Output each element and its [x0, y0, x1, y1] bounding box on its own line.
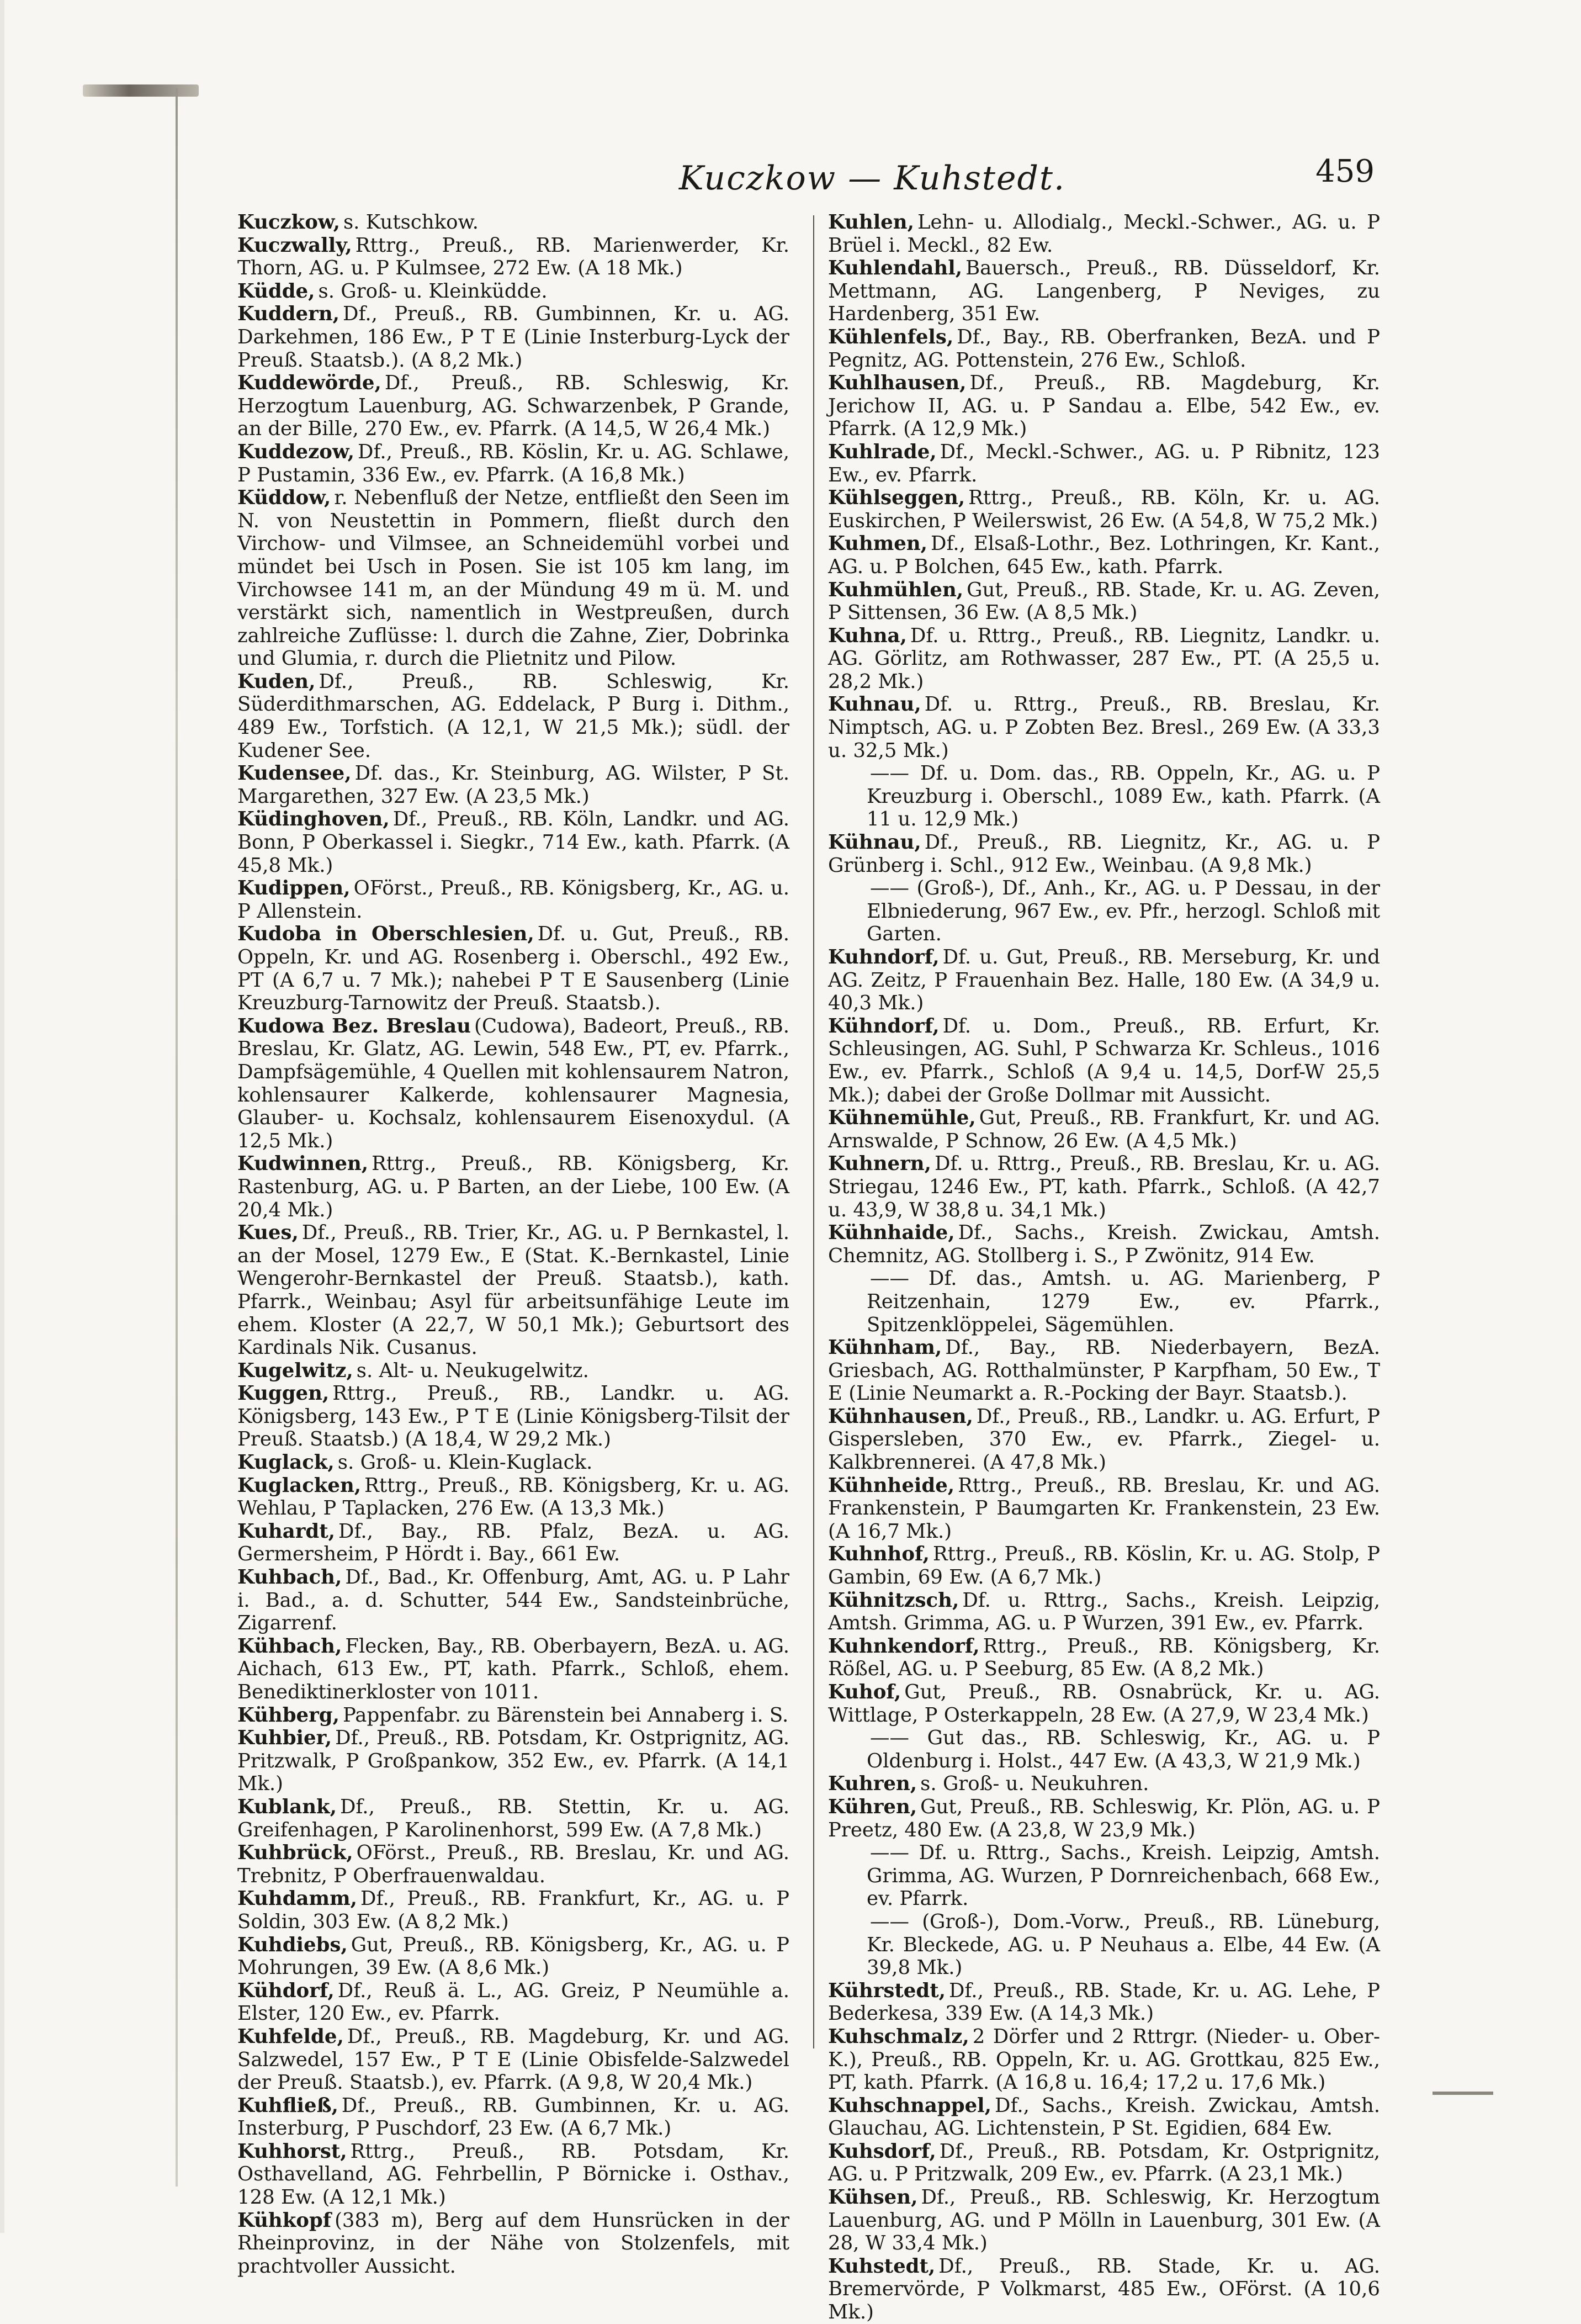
entry-text: Gut, Preuß., RB. Frankfurt, Kr. und AG. Arnswalde, P Schnow, 26 Ew. (A 4,5 Mk.) — [828, 1107, 1380, 1152]
gazetteer-entry — [828, 877, 1380, 946]
entry-text: Df., Preuß., RB. Stade, Kr. u. AG. Lehe, P Bederkesa, 339 Ew. (A 14,3 Mk.) — [828, 1979, 1380, 2025]
entry-text: —— Gut das., RB. Schleswig, Kr., AG. u. P Oldenburg i. Holst., 447 Ew. (A 43,3, W 21,9 Mk.) — [867, 1727, 1380, 1772]
entry-text: Rttrg., Preuß., RB. Königsberg, Kr. Rastenburg, AG. u. P Barten, an der Liebe, 100 Ew. (A 20,4 Mk.) — [237, 1152, 789, 1221]
entry-text: Rttrg., Preuß., RB. Potsdam, Kr. Osthavelland, AG. Fehrbellin, P Börnicke i. Osthav., 128 Ew. (A 12,1 Mk.) — [237, 2140, 789, 2209]
entry-headword: Kühnhausen, — [828, 1405, 973, 1428]
entry-headword: Kuhbier, — [237, 1727, 332, 1750]
gazetteer-entry — [237, 303, 789, 372]
entry-headword: Küdde, — [237, 279, 315, 303]
entry-text: Df., Bay., RB. Pfalz, BezA. u. AG. Germersheim, P Hördt i. Bay., 661 Ew. — [237, 1520, 789, 1566]
entry-text: (383 m), Berg auf dem Hunsrücken in der Rheinprovinz, in der Nähe von Stolzenfels, mit prachtvoller Aussicht. — [237, 2209, 789, 2278]
gazetteer-entry — [828, 2186, 1380, 2255]
gazetteer-entry — [237, 762, 789, 808]
page-number: 459 — [1315, 153, 1375, 189]
gazetteer-entry — [237, 2025, 789, 2094]
gazetteer-entry — [237, 1474, 789, 1520]
entry-text: Rttrg., Preuß., RB. Königsberg, Kr. u. AG. Wehlau, P Taplacken, 276 Ew. (A 13,3 Mk.) — [237, 1474, 789, 1520]
gazetteer-entry — [237, 1221, 789, 1359]
gazetteer-entry — [237, 1979, 789, 2025]
entry-text: Df., Preuß., RB. Liegnitz, Kr., AG. u. P Grünberg i. Schl., 912 Ew., Weinbau. (A 9,8 Mk.) — [828, 831, 1380, 877]
entry-headword: Kuhardt, — [237, 1520, 335, 1543]
entry-text: Rttrg., Preuß., RB. Marienwerder, Kr. Thorn, AG. u. P Kulmsee, 272 Ew. (A 18 Mk.) — [237, 234, 789, 280]
entry-headword: Kühnham, — [828, 1336, 942, 1359]
gazetteer-entry — [237, 441, 789, 486]
entry-text: Bauersch., Preuß., RB. Düsseldorf, Kr. Mettmann, AG. Langenberg, P Neviges, zu Hardenberg, 351 Ew. — [828, 257, 1380, 326]
entry-text: Df. u. Rttrg., Preuß., RB. Liegnitz, Landkr. u. AG. Görlitz, am Rothwasser, 287 Ew., PT. (A 25,5 u. 28,2 Mk.) — [828, 624, 1380, 693]
gazetteer-entry — [237, 1382, 789, 1451]
entry-text: s. Groß- u. Klein-Kuglack. — [337, 1451, 593, 1474]
gazetteer-entry — [237, 234, 789, 280]
gazetteer-entry — [828, 1796, 1380, 1841]
gazetteer-entry — [828, 693, 1380, 762]
gazetteer-entry — [828, 1772, 1380, 1796]
entry-text: Gut, Preuß., RB. Schleswig, Kr. Plön, AG. u. P Preetz, 480 Ew. (A 23,8, W 23,9 Mk.) — [828, 1795, 1380, 1841]
gazetteer-entry — [237, 1727, 789, 1796]
gazetteer-entry — [828, 1910, 1380, 1979]
entry-text: Df. u. Rttrg., Preuß., RB. Breslau, Kr. u. AG. Striegau, 1246 Ew., PT, kath. Pfarrk., Schloß. (A 42,7 u. 43,9, W 38,8 u. 34,1 Mk.) — [828, 1152, 1380, 1221]
gazetteer-entry — [237, 1635, 789, 1704]
gazetteer-entry — [828, 2140, 1380, 2186]
entry-text: Df., Bay., RB. Oberfranken, BezA. und P Pegnitz, AG. Pottenstein, 276 Ew., Schloß. — [828, 325, 1380, 372]
gazetteer-entry — [828, 946, 1380, 1015]
entry-text: s. Groß- u. Kleinküdde. — [318, 279, 548, 303]
entry-text: —— Df. u. Dom. das., RB. Oppeln, Kr., AG. u. P Kreuzburg i. Oberschl., 1089 Ew., kath. Pfarrk. (A 11 u. 12,9 Mk.) — [867, 762, 1380, 831]
entry-text: Df. u. Rttrg., Sachs., Kreish. Leipzig, Amtsh. Grimma, AG. u. P Wurzen, 391 Ew., ev. Pfarrk. — [828, 1589, 1380, 1635]
entry-text: Rttrg., Preuß., RB. Köslin, Kr. u. AG. Stolp, P Gambin, 69 Ew. (A 6,7 Mk.) — [828, 1543, 1380, 1589]
entry-headword: Kuhfließ, — [237, 2094, 338, 2117]
gazetteer-entry — [828, 1336, 1380, 1405]
entry-headword: Kudoba in Oberschlesien, — [237, 923, 534, 946]
entry-text: Df., Sachs., Kreish. Zwickau, Amtsh. Glauchau, AG. Lichtenstein, P St. Egidien, 684 Ew. — [828, 2094, 1380, 2140]
entry-text: Rttrg., Preuß., RB., Landkr. u. AG. Königsberg, 143 Ew., P T E (Linie Königsberg-Tilsit der Preuß. Staatsb.) (A 18,4, W 29,2 Mk.) — [237, 1382, 789, 1451]
entry-headword: Kühlseggen, — [828, 486, 965, 510]
entry-headword: Kuddewörde, — [237, 372, 381, 395]
entry-headword: Kublank, — [237, 1795, 337, 1818]
entry-headword: Kuhfelde, — [237, 2025, 344, 2048]
gazetteer-entry — [237, 2094, 789, 2140]
gazetteer-entry — [237, 1566, 789, 1635]
entry-text: Rttrg., Preuß., RB. Köln, Kr. u. AG. Euskirchen, P Weilerswist, 26 Ew. (A 54,8, W 75,2 Mk.) — [828, 486, 1380, 532]
gazetteer-entry — [237, 1887, 789, 1933]
gazetteer-entry — [828, 486, 1380, 532]
gazetteer-entry — [828, 1221, 1380, 1267]
entry-text: (Cudowa), Badeort, Preuß., RB. Breslau, Kr. Glatz, AG. Lewin, 548 Ew., PT, ev. Pfarrk., Dampfsägemühle, 4 Quellen mit kohlensaurem Natron, kohlensaurer Kalkerde, kohlensaurer Magnesia, Glauber- u. Kochsalz, kohlensaurem Eisenoxydul. (A 12,5 Mk.) — [237, 1014, 789, 1152]
gazetteer-entry — [237, 877, 789, 923]
entry-text: Df., Preuß., RB. Trier, Kr., AG. u. P Bernkastel, l. an der Mosel, 1279 Ew., E (Stat. K.-Bernkastel, Linie Wengerohr-Bernkastel der Preuß. Staatsb.), kath. Pfarrk., Weinbau; Asyl für arbeitsunfähige Leute im ehem. Kloster (A 22,7, W 50,1 Mk.); Geburtsort des Kardinals Nik. Cusanus. — [237, 1221, 789, 1359]
entry-headword: Kühren, — [828, 1795, 917, 1818]
entry-text: Df., Preuß., RB. Potsdam, Kr. Ostprignitz, AG. u. P Pritzwalk, 209 Ew., ev. Pfarrk. (A 23,1 Mk.) — [828, 2140, 1380, 2186]
entry-headword: Küdinghoven, — [237, 808, 390, 831]
entry-text: 2 Dörfer und 2 Rttrgr. (Nieder- u. Ober-K.), Preuß., RB. Oppeln, Kr. u. AG. Grottkau, 825 Ew., PT, kath. Pfarrk. (A 16,8 u. 16,4; 17,2 u. 17,6 Mk.) — [828, 2025, 1380, 2094]
gazetteer-entry — [828, 2025, 1380, 2094]
gazetteer-entry — [237, 1451, 789, 1474]
entry-headword: Kuhdamm, — [237, 1887, 358, 1910]
gazetteer-entry — [237, 1152, 789, 1221]
gazetteer-entry — [828, 257, 1380, 326]
entry-text: Df. u. Gut, Preuß., RB. Merseburg, Kr. und AG. Zeitz, P Frauenhain Bez. Halle, 180 Ew. (A 34,9 u. 40,3 Mk.) — [828, 946, 1380, 1015]
gazetteer-entry — [237, 1934, 789, 1979]
entry-text: Df., Bad., Kr. Offenburg, Amt, AG. u. P Lahr i. Bad., a. d. Schutter, 544 Ew., Sandsteinbrüche, Zigarrenf. — [237, 1566, 789, 1635]
gazetteer-entry — [237, 1520, 789, 1566]
gazetteer-entry — [828, 2094, 1380, 2140]
binding-line — [176, 88, 178, 2187]
scan-mark — [83, 84, 199, 97]
entry-text: s. Kutschkow. — [343, 211, 479, 234]
entry-headword: Kudippen, — [237, 877, 351, 900]
entry-headword: Kühkopf — [237, 2209, 332, 2232]
entry-headword: Kuhnhof, — [828, 1543, 930, 1566]
gazetteer-entry — [828, 1152, 1380, 1221]
entry-headword: Kuhhorst, — [237, 2140, 347, 2163]
entry-text: Df., Preuß., RB. Gumbinnen, Kr. u. AG. Insterburg, P Puschdorf, 23 Ew. (A 6,7 Mk.) — [237, 2094, 789, 2140]
entry-text: Df., Preuß., RB. Gumbinnen, Kr. u. AG. Darkehmen, 186 Ew., P T E (Linie Insterburg-Lyck der Preuß. Staatsb.). (A 8,2 Mk.) — [237, 303, 789, 372]
entry-text: —— Df. das., Amtsh. u. AG. Marienberg, P Reitzenhain, 1279 Ew., ev. Pfarrk., Spitzenklöppelei, Sägemühlen. — [867, 1267, 1380, 1336]
entry-headword: Kuddern, — [237, 303, 339, 326]
gazetteer-entry — [828, 326, 1380, 372]
entry-text: s. Groß- u. Neukuhren. — [920, 1772, 1149, 1796]
gazetteer-entry — [828, 762, 1380, 831]
gazetteer-entry — [237, 1841, 789, 1887]
entry-headword: Kühsen, — [828, 2186, 918, 2209]
entry-headword: Kuhbrück, — [237, 1841, 353, 1865]
entry-headword: Kühbach, — [237, 1634, 342, 1658]
entry-headword: Kuhren, — [828, 1772, 917, 1796]
entry-headword: Kuczwally, — [237, 234, 352, 257]
entry-text: Lehn- u. Allodialg., Meckl.-Schwer., AG. u. P Brüel i. Meckl., 82 Ew. — [828, 211, 1380, 257]
gazetteer-entry — [237, 1359, 789, 1383]
gazetteer-entry — [237, 1796, 789, 1841]
entry-headword: Kuhnkendorf, — [828, 1634, 980, 1658]
entry-text: Gut, Preuß., RB. Königsberg, Kr., AG. u. P Mohrungen, 39 Ew. (A 8,6 Mk.) — [237, 1933, 789, 1979]
gazetteer-entry — [237, 280, 789, 303]
entry-headword: Kühnitzsch, — [828, 1589, 959, 1612]
entry-text: r. Nebenfluß der Netze, entfließt den Seen im N. von Neustettin in Pommern, fließt durch den Virchow- und Vilmsee, an Schneidemühl vorbei und mündet bei Usch in Posen. Sie ist 105 km lang, im Virchowsee 141 m, an der Mündung 49 m ü. M. und verstärkt sich, namentlich in Westpreußen, durch zahlreiche Zuflüsse: l. durch die Zahne, Zier, Dobrinka und Glumia, r. durch die Plietnitz und Pilow. — [237, 486, 789, 670]
entry-headword: Kühnemühle, — [828, 1107, 976, 1130]
entry-headword: Kühdorf, — [237, 1979, 335, 2002]
gazetteer-entry — [828, 1589, 1380, 1635]
entry-headword: Kuhof, — [828, 1681, 901, 1703]
gazetteer-entry — [828, 1979, 1380, 2025]
entry-headword: Küddow, — [237, 486, 331, 510]
entry-text: Df., Preuß., RB. Potsdam, Kr. Ostprignitz, AG. Pritzwalk, P Großpankow, 352 Ew., ev. Pfarrk. (A 14,1 Mk.) — [237, 1727, 789, 1796]
entry-text: Gut, Preuß., RB. Stade, Kr. u. AG. Zeven, P Sittensen, 36 Ew. (A 8,5 Mk.) — [828, 578, 1380, 624]
scan-edge — [0, 0, 4, 2233]
gazetteer-entry — [828, 579, 1380, 624]
entry-text: Pappenfabr. zu Bärenstein bei Annaberg i. S. — [343, 1703, 789, 1727]
gazetteer-entry — [828, 532, 1380, 578]
gazetteer-entry — [237, 2140, 789, 2209]
entry-text: Df., Preuß., RB. Schleswig, Kr. Süderdithmarschen, AG. Eddelack, P Burg i. Dithm., 489 Ew., Torfstich. (A 12,1, W 21,5 Mk.); südl. der Kudener See. — [237, 670, 789, 762]
gazetteer-entry — [237, 372, 789, 441]
entry-headword: Kuhlendahl, — [828, 257, 963, 280]
entry-text: Df., Preuß., RB. Köln, Landkr. und AG. Bonn, P Oberkassel i. Siegkr., 714 Ew., kath. Pfarrk. (A 45,8 Mk.) — [237, 808, 789, 877]
entry-headword: Kuhlen, — [828, 211, 914, 234]
entry-headword: Kühlenfels, — [828, 325, 954, 348]
entry-text: Df., Preuß., RB. Schleswig, Kr. Herzogtum Lauenburg, AG. Schwarzenbek, P Grande, an der Bille, 270 Ew., ev. Pfarrk. (A 14,5, W 26,4 Mk.) — [237, 372, 789, 441]
gazetteer-entry — [828, 831, 1380, 877]
gazetteer-entry — [828, 1267, 1380, 1336]
entry-headword: Kuggen, — [237, 1382, 330, 1405]
gazetteer-entry — [237, 1015, 789, 1153]
entry-headword: Kuhschnappel, — [828, 2094, 991, 2117]
entry-headword: Kudowa Bez. Breslau — [237, 1014, 471, 1037]
gazetteer-entry — [828, 624, 1380, 694]
gazetteer-entry — [237, 1704, 789, 1727]
entry-text: —— Df. u. Rttrg., Sachs., Kreish. Leipzig, Amtsh. Grimma, AG. Wurzen, P Dornreichenbach, 668 Ew., ev. Pfarrk. — [867, 1841, 1380, 1910]
entry-text: Df., Preuß., RB. Magdeburg, Kr. Jerichow II, AG. u. P Sandau a. Elbe, 542 Ew., ev. Pfarrk. (A 12,9 Mk.) — [828, 372, 1380, 441]
entry-text: Df. das., Kr. Steinburg, AG. Wilster, P St. Margarethen, 327 Ew. (A 23,5 Mk.) — [237, 762, 789, 808]
running-head: Kuczkow — Kuhstedt. — [678, 159, 1066, 198]
gazetteer-entry — [237, 211, 789, 234]
entry-headword: Kuhbach, — [237, 1566, 342, 1589]
entry-headword: Kuhna, — [828, 624, 907, 647]
gazetteer-entry — [828, 372, 1380, 441]
entry-headword: Kuhstedt, — [828, 2254, 936, 2278]
gazetteer-entry — [828, 1635, 1380, 1681]
right-column — [828, 211, 1380, 2324]
gazetteer-entry — [828, 1107, 1380, 1152]
gazetteer-entry — [237, 808, 789, 877]
entry-headword: Kuden, — [237, 670, 316, 693]
entry-headword: Kuhschmalz, — [828, 2025, 969, 2048]
gazetteer-entry — [828, 1841, 1380, 1910]
gazetteer-entry — [237, 486, 789, 670]
entry-headword: Kudensee, — [237, 762, 352, 785]
gazetteer-entry — [828, 1727, 1380, 1772]
entry-text: Df., Preuß., RB. Magdeburg, Kr. und AG. Salzwedel, 157 Ew., P T E (Linie Obisfelde-Salzwedel der Preuß. Staatsb.), ev. Pfarrk. (A 9,8, W 20,4 Mk.) — [237, 2025, 789, 2094]
entry-headword: Kuhmen, — [828, 532, 928, 555]
entry-text: Df., Preuß., RB. Schleswig, Kr. Herzogtum Lauenburg, AG. und P Mölln in Lauenburg, 301 Ew. (A 28, W 33,4 Mk.) — [828, 2186, 1380, 2255]
entry-headword: Kühberg, — [237, 1703, 339, 1727]
entry-text: Rttrg., Preuß., RB. Königsberg, Kr. Rößel, AG. u. P Seeburg, 85 Ew. (A 8,2 Mk.) — [828, 1634, 1380, 1681]
gazetteer-entry — [828, 211, 1380, 257]
entry-headword: Kuhnau, — [828, 693, 921, 716]
entry-text: Df., Preuß., RB., Landkr. u. AG. Erfurt, P Gispersleben, 370 Ew., ev. Pfarrk., Ziegel- u. Kalkbrennerei. (A 47,8 Mk.) — [828, 1405, 1380, 1474]
gazetteer-entry — [237, 2209, 789, 2278]
gazetteer-entry — [828, 2255, 1380, 2324]
entry-text: Rttrg., Preuß., RB. Breslau, Kr. und AG. Frankenstein, P Baumgarten Kr. Frankenstein, 23 Ew. (A 16,7 Mk.) — [828, 1474, 1380, 1543]
entry-text: Df., Reuß ä. L., AG. Greiz, P Neumühle a. Elster, 120 Ew., ev. Pfarrk. — [237, 1979, 789, 2025]
gazetteer-entry — [828, 441, 1380, 486]
entry-text: Gut, Preuß., RB. Osnabrück, Kr. u. AG. Wittlage, P Osterkappeln, 28 Ew. (A 27,9, W 23,4 Mk.) — [828, 1681, 1380, 1727]
column-rule — [813, 215, 814, 2048]
gazetteer-entry — [828, 1015, 1380, 1107]
gazetteer-entry — [828, 1405, 1380, 1474]
entry-headword: Kuczkow, — [237, 211, 340, 234]
entry-text: Df. u. Gut, Preuß., RB. Oppeln, Kr. und AG. Rosenberg i. Oberschl., 492 Ew., PT (A 6,7 u. 7 Mk.); nahebei P T E Sausenberg (Linie Kreuzburg-Tarnowitz der Preuß. Staatsb.). — [237, 923, 789, 1015]
entry-text: Df., Bay., RB. Niederbayern, BezA. Griesbach, AG. Rotthalmünster, P Karpfham, 50 Ew., T E (Linie Neumarkt a. R.-Pocking der Bayr. Staatsb.). — [828, 1336, 1380, 1405]
left-column — [237, 211, 789, 2278]
scan-mark-bottom — [1433, 2092, 1493, 2095]
entry-headword: Kudwinnen, — [237, 1152, 369, 1176]
gazetteer-entry — [237, 923, 789, 1014]
entry-text: —— (Groß-), Dom.-Vorw., Preuß., RB. Lüneburg, Kr. Bleckede, AG. u. P Neuhaus a. Elbe, 44 Ew. (A 39,8 Mk.) — [867, 1910, 1380, 1979]
entry-text: OFörst., Preuß., RB. Königsberg, Kr., AG. u. P Allenstein. — [237, 877, 789, 923]
entry-headword: Kühnhaide, — [828, 1221, 955, 1245]
entry-text: Df., Elsaß-Lothr., Bez. Lothringen, Kr. Kant., AG. u. P Bolchen, 645 Ew., kath. Pfarrk. — [828, 532, 1380, 578]
entry-headword: Kues, — [237, 1221, 299, 1245]
gazetteer-entry — [237, 670, 789, 762]
entry-headword: Kuhsdorf, — [828, 2140, 936, 2163]
entry-headword: Kuhlrade, — [828, 440, 937, 463]
gazetteer-entry — [828, 1681, 1380, 1727]
entry-headword: Kuhnern, — [828, 1152, 931, 1176]
entry-headword: Kühnheide, — [828, 1474, 955, 1497]
entry-headword: Kuglack, — [237, 1451, 335, 1474]
entry-headword: Kugelwitz, — [237, 1359, 353, 1382]
entry-headword: Kühnau, — [828, 831, 921, 854]
gazetteer-entry — [828, 1543, 1380, 1589]
entry-headword: Kuhlhausen, — [828, 372, 967, 395]
gazetteer-entry — [828, 1474, 1380, 1543]
entry-headword: Kührstedt, — [828, 1979, 946, 2002]
entry-text: s. Alt- u. Neukugelwitz. — [356, 1359, 589, 1382]
entry-headword: Kuhmühlen, — [828, 578, 964, 601]
entry-text: —— (Groß-), Df., Anh., Kr., AG. u. P Dessau, in der Elbniederung, 967 Ew., ev. Pfr., herzogl. Schloß mit Garten. — [867, 877, 1380, 946]
entry-headword: Kuglacken, — [237, 1474, 362, 1497]
entry-text: Df., Preuß., RB. Stade, Kr. u. AG. Bremervörde, P Volkmarst, 485 Ew., OFörst. (A 10,6 Mk.) — [828, 2254, 1380, 2324]
entry-headword: Kuhndorf, — [828, 946, 940, 968]
entry-text: Df., Sachs., Kreish. Zwickau, Amtsh. Chemnitz, AG. Stollberg i. S., P Zwönitz, 914 Ew. — [828, 1221, 1380, 1267]
entry-text: Flecken, Bay., RB. Oberbayern, BezA. u. AG. Aichach, 613 Ew., PT, kath. Pfarrk., Schloß, ehem. Benediktinerkloster von 1011. — [237, 1634, 789, 1703]
entry-text: Df. u. Rttrg., Preuß., RB. Breslau, Kr. Nimptsch, AG. u. P Zobten Bez. Bresl., 269 Ew. (A 33,3 u. 32,5 Mk.) — [828, 693, 1380, 762]
entry-text: Df., Preuß., RB. Frankfurt, Kr., AG. u. P Soldin, 303 Ew. (A 8,2 Mk.) — [237, 1887, 789, 1933]
entry-headword: Kühndorf, — [828, 1014, 940, 1037]
entry-text: Df., Meckl.-Schwer., AG. u. P Ribnitz, 123 Ew., ev. Pfarrk. — [828, 440, 1380, 486]
entry-headword: Kuhdiebs, — [237, 1933, 348, 1956]
entry-text: Df., Preuß., RB. Stettin, Kr. u. AG. Greifenhagen, P Karolinenhorst, 599 Ew. (A 7,8 Mk.) — [237, 1795, 789, 1841]
entry-text: Df. u. Dom., Preuß., RB. Erfurt, Kr. Schleusingen, AG. Suhl, P Schwarza Kr. Schleus., 1016 Ew., ev. Pfarrk., Schloß (A 9,4 u. 14,5, Dorf-W 25,5 Mk.); dabei der Große Dollmar mit Aussicht. — [828, 1014, 1380, 1107]
entry-headword: Kuddezow, — [237, 440, 354, 463]
entry-text: OFörst., Preuß., RB. Breslau, Kr. und AG. Trebnitz, P Oberfrauenwaldau. — [237, 1841, 789, 1887]
entry-text: Df., Preuß., RB. Köslin, Kr. u. AG. Schlawe, P Pustamin, 336 Ew., ev. Pfarrk. (A 16,8 Mk.) — [237, 440, 789, 486]
